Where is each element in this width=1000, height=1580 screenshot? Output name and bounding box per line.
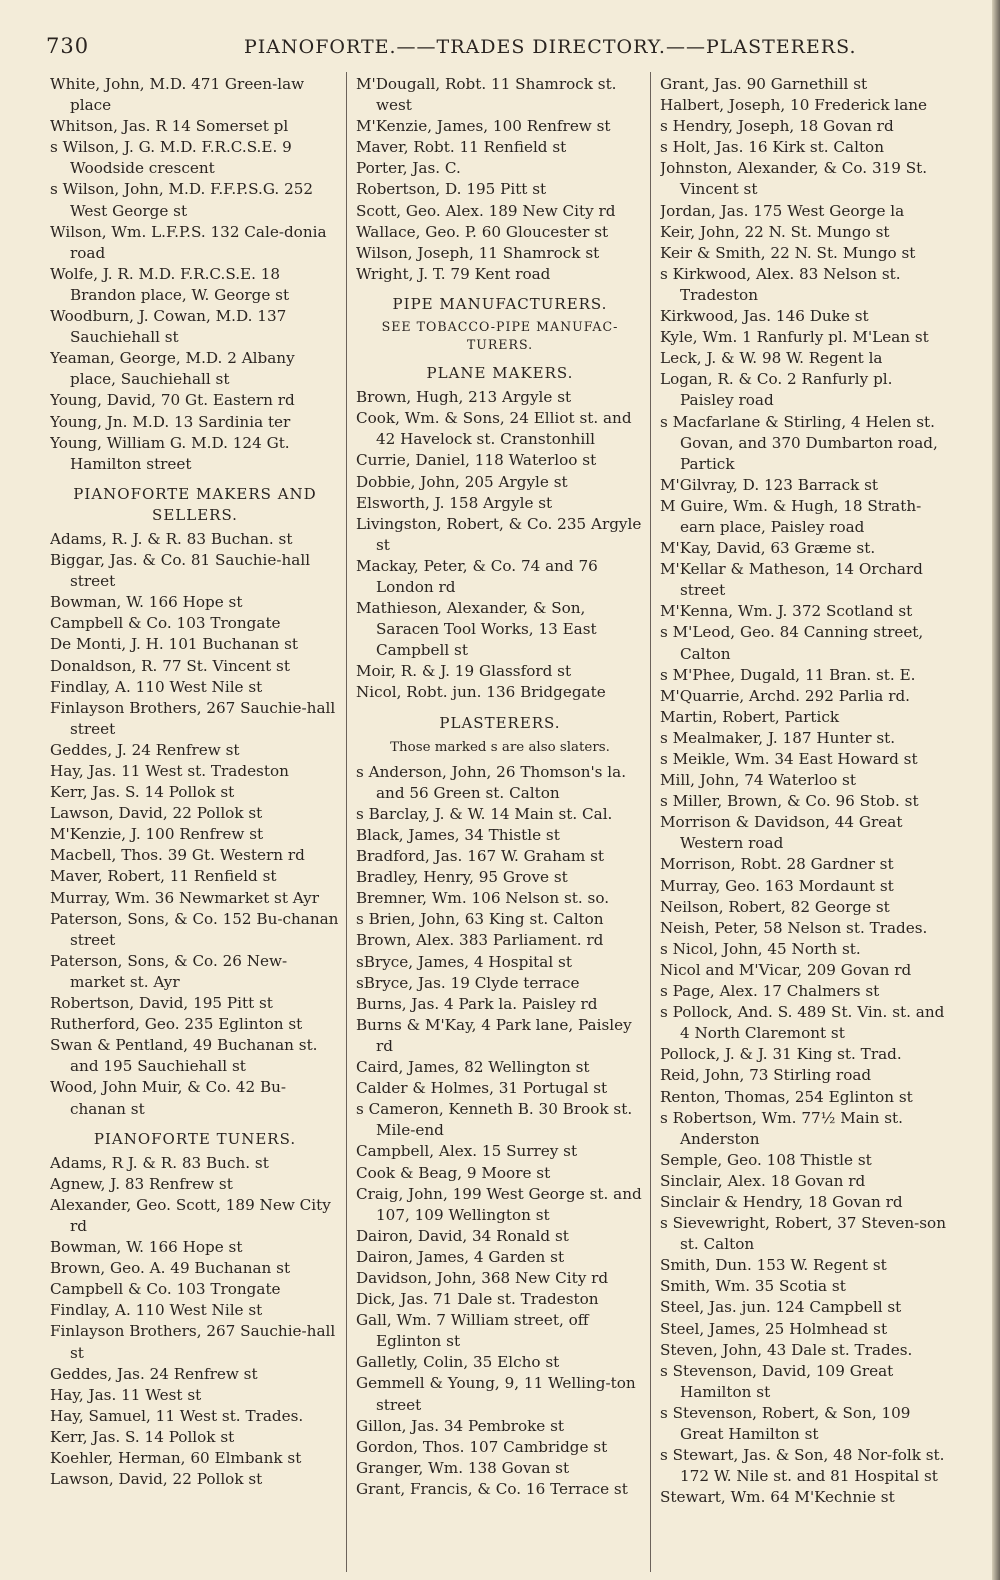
directory-entry: sBryce, Jas. 19 Clyde terrace xyxy=(356,973,580,992)
directory-entry: Adams, R J. & R. 83 Buch. st xyxy=(50,1153,269,1172)
directory-entry: Mill, John, 74 Waterloo st xyxy=(660,771,856,790)
directory-entry: Keir & Smith, 22 N. St. Mungo st xyxy=(660,243,916,262)
directory-entry: s Robertson, Wm. 77½ Main st. Anderston xyxy=(660,1108,903,1148)
directory-entry: s Stevenson, Robert, & Son, 109 Great Hamilton st xyxy=(660,1403,911,1443)
directory-entry: M'Gilvray, D. 123 Barrack st xyxy=(660,475,879,494)
directory-entry: Smith, Wm. 35 Scotia st xyxy=(660,1277,846,1296)
directory-entry: M'Kenzie, James, 100 Renfrew st xyxy=(356,117,611,136)
cross-reference: SEE TOBACCO-PIPE MANUFAC-TURERS. xyxy=(381,319,619,353)
directory-entry: Black, James, 34 Thistle st xyxy=(356,826,560,844)
directory-entry: Brown, Hugh, 213 Argyle st xyxy=(356,388,572,407)
section-heading: PIPE MANUFACTURERS. xyxy=(392,294,608,313)
directory-entry: Young, David, 70 Gt. Eastern rd xyxy=(50,391,295,410)
directory-entry: Leck, J. & W. 98 W. Regent la xyxy=(660,349,883,368)
directory-entry: Jordan, Jas. 175 West George la xyxy=(660,201,905,220)
directory-entry: Johnston, Alexander, & Co. 319 St. Vincent st xyxy=(660,159,928,199)
directory-entry: M'Kenna, Wm. J. 372 Scotland st xyxy=(660,602,913,621)
directory-entry: Murray, Geo. 163 Mordaunt st xyxy=(660,876,894,895)
directory-entry: Dairon, James, 4 Garden st xyxy=(356,1247,565,1266)
directory-entry: M'Kay, David, 63 Græme st. xyxy=(660,539,876,558)
directory-entry: Smith, Dun. 153 W. Regent st xyxy=(660,1256,887,1275)
page-number: 730 xyxy=(46,34,90,58)
directory-entry: Currie, Daniel, 118 Waterloo st xyxy=(356,451,597,470)
directory-entry: Kirkwood, Jas. 146 Duke st xyxy=(660,307,869,326)
column-1 xyxy=(50,74,340,1574)
directory-entry: s Miller, Brown, & Co. 96 Stob. st xyxy=(660,792,919,811)
directory-entry: s Stevenson, David, 109 Great Hamilton st xyxy=(660,1361,894,1401)
directory-entry: Logan, R. & Co. 2 Ranfurly pl. Paisley road xyxy=(660,370,893,410)
directory-entry: s Hendry, Joseph, 18 Govan rd xyxy=(660,117,894,136)
directory-entry: M'Quarrie, Archd. 292 Parlia rd. xyxy=(660,686,910,705)
directory-entry: Kyle, Wm. 1 Ranfurly pl. M'Lean st xyxy=(660,328,929,347)
directory-entry: Gemmell & Young, 9, 11 Welling-ton street xyxy=(356,1374,636,1414)
directory-entry: Maver, Robt. 11 Renfield st xyxy=(356,138,567,157)
directory-entry: Campbell & Co. 103 Trongate xyxy=(50,614,281,633)
directory-entry: s Stewart, Jas. & Son, 48 Nor-folk st. 172 W. Nile st. and 81 Hospital st xyxy=(660,1446,945,1486)
column-divider xyxy=(650,72,651,1572)
directory-entry: s Meikle, Wm. 34 East Howard st xyxy=(660,750,918,768)
directory-entry: Steel, Jas. jun. 124 Campbell st xyxy=(660,1298,902,1317)
directory-entry: s M'Leod, Geo. 84 Canning street, Calton xyxy=(660,623,924,663)
directory-entry: s M'Phee, Dugald, 11 Bran. st. E. xyxy=(660,665,916,684)
directory-entry: Alexander, Geo. Scott, 189 New City rd xyxy=(50,1195,331,1235)
directory-entry: Dairon, David, 34 Ronald st xyxy=(356,1226,569,1245)
directory-entry: Campbell & Co. 103 Trongate xyxy=(50,1280,281,1299)
directory-entry: Young, Jn. M.D. 13 Sardinia ter xyxy=(50,412,291,431)
directory-entry: Lawson, David, 22 Pollok st xyxy=(50,804,263,823)
directory-entry: M'Kenzie, J. 100 Renfrew st xyxy=(50,825,264,844)
directory-entry: Cook, Wm. & Sons, 24 Elliot st. and 42 Havelock st. Cranstonhill xyxy=(356,409,632,449)
directory-entry: Nicol and M'Vicar, 209 Govan rd xyxy=(660,960,912,979)
page-edge xyxy=(992,0,1000,1580)
directory-entry: Young, William G. M.D. 124 Gt. Hamilton street xyxy=(50,433,290,473)
directory-entry: Murray, Wm. 36 Newmarket st Ayr xyxy=(50,888,319,907)
directory-entry: M Guire, Wm. & Hugh, 18 Strath-earn place, Paisley road xyxy=(660,496,922,536)
section-heading: PIANOFORTE TUNERS. xyxy=(93,1129,297,1148)
directory-entry: Finlayson Brothers, 267 Sauchie-hall street xyxy=(50,698,336,738)
directory-entry: Halbert, Joseph, 10 Frederick lane xyxy=(660,96,928,115)
directory-entry: s Wilson, John, M.D. F.F.P.S.G. 252 West George st xyxy=(50,180,314,220)
directory-entry: Steven, John, 43 Dale st. Trades. xyxy=(660,1340,913,1359)
directory-entry: s Mealmaker, J. 187 Hunter st. xyxy=(660,728,896,747)
directory-entry: Wilson, Wm. L.F.P.S. 132 Cale-donia road xyxy=(50,222,327,262)
directory-entry: Geddes, J. 24 Renfrew st xyxy=(50,740,240,759)
directory-entry: Renton, Thomas, 254 Eglinton st xyxy=(660,1087,913,1106)
directory-entry: Findlay, A. 110 West Nile st xyxy=(50,677,263,696)
directory-entry: s Pollock, And. S. 489 St. Vin. st. and 4 North Claremont st xyxy=(660,1003,945,1043)
page-header xyxy=(42,30,962,64)
directory-entry: Biggar, Jas. & Co. 81 Sauchie-hall street xyxy=(50,551,311,591)
directory-entry: Mathieson, Alexander, & Son, Saracen Tool Works, 13 East Campbell st xyxy=(356,599,597,660)
directory-entry: s Barclay, J. & W. 14 Main st. Cal. xyxy=(356,804,613,823)
directory-entry: Craig, John, 199 West George st. and 107, 109 Wellington st xyxy=(356,1184,642,1224)
directory-entry: Whitson, Jas. R 14 Somerset pl xyxy=(50,117,289,136)
directory-entry: Burns, Jas. 4 Park la. Paisley rd xyxy=(356,994,598,1013)
directory-entry: Reid, John, 73 Stirling road xyxy=(660,1066,872,1085)
directory-entry: Granger, Wm. 138 Govan st xyxy=(356,1458,570,1477)
directory-entry: Cook & Beag, 9 Moore st xyxy=(356,1163,551,1182)
directory-entry: Brown, Alex. 383 Parliament. rd xyxy=(356,931,604,950)
section-heading: PLASTERERS. xyxy=(439,713,561,732)
directory-entry: Geddes, Jas. 24 Renfrew st xyxy=(50,1364,258,1383)
directory-entry: Bremner, Wm. 106 Nelson st. so. xyxy=(356,889,610,908)
directory-entry: Paterson, Sons, & Co. 26 New-market st. Ayr xyxy=(50,951,288,991)
directory-entry: s Anderson, John, 26 Thomson's la. and 56 Green st. Calton xyxy=(356,762,627,802)
directory-entry: Burns & M'Kay, 4 Park lane, Paisley rd xyxy=(356,1015,632,1055)
section-heading: PIANOFORTE MAKERS AND SELLERS. xyxy=(73,484,317,524)
directory-entry: Nicol, Robt. jun. 136 Bridgegate xyxy=(356,683,606,702)
directory-entry: Steel, James, 25 Holmhead st xyxy=(660,1319,888,1338)
directory-entry: Paterson, Sons, & Co. 152 Bu-chanan street xyxy=(50,909,339,949)
directory-entry: s Wilson, J. G. M.D. F.R.C.S.E. 9 Woodside crescent xyxy=(50,138,292,178)
directory-entry: White, John, M.D. 471 Green-law place xyxy=(50,75,305,115)
section-heading: PLANE MAKERS. xyxy=(426,364,574,383)
directory-entry: Kerr, Jas. S. 14 Pollok st xyxy=(50,783,235,802)
directory-entry: Hay, Jas. 11 West st. Tradeston xyxy=(50,762,289,780)
directory-entry: Yeaman, George, M.D. 2 Albany place, Sauchiehall st xyxy=(50,349,295,389)
directory-entry: Elsworth, J. 158 Argyle st xyxy=(356,493,553,512)
directory-entry: Gillon, Jas. 34 Pembroke st xyxy=(356,1416,564,1435)
directory-entry: Wood, John Muir, & Co. 42 Bu-chanan st xyxy=(50,1078,287,1118)
directory-entry: Galletly, Colin, 35 Elcho st xyxy=(356,1353,560,1372)
directory-entry: Lawson, David, 22 Pollok st xyxy=(50,1470,263,1489)
directory-entry: Davidson, John, 368 New City rd xyxy=(356,1268,609,1287)
directory-entry: De Monti, J. H. 101 Buchanan st xyxy=(50,635,298,654)
directory-entry: Campbell, Alex. 15 Surrey st xyxy=(356,1142,578,1161)
directory-entry: Porter, Jas. C. xyxy=(356,159,461,178)
directory-entry: Wallace, Geo. P. 60 Gloucester st xyxy=(356,222,609,241)
directory-entry: Finlayson Brothers, 267 Sauchie-hall st xyxy=(50,1322,336,1362)
directory-entry: Bowman, W. 166 Hope st xyxy=(50,593,243,612)
directory-entry: Hay, Jas. 11 West st xyxy=(50,1385,202,1404)
directory-entry: Agnew, J. 83 Renfrew st xyxy=(50,1174,233,1193)
directory-entry: Gall, Wm. 7 William street, off Eglinton st xyxy=(356,1311,589,1351)
directory-entry: Moir, R. & J. 19 Glassford st xyxy=(356,662,572,681)
directory-entry: Hay, Samuel, 11 West st. Trades. xyxy=(50,1406,304,1425)
directory-entry: Calder & Holmes, 31 Portugal st xyxy=(356,1079,608,1098)
running-title: PIANOFORTE.——TRADES DIRECTORY.——PLASTERERS. xyxy=(244,36,857,58)
directory-entry: Caird, James, 82 Wellington st xyxy=(356,1058,590,1077)
directory-entry: Mackay, Peter, & Co. 74 and 76 London rd xyxy=(356,556,598,596)
directory-entry: Woodburn, J. Cowan, M.D. 137 Sauchiehall st xyxy=(50,307,287,347)
directory-entry: Sinclair, Alex. 18 Govan rd xyxy=(660,1171,866,1190)
directory-entry: Macbell, Thos. 39 Gt. Western rd xyxy=(50,846,305,865)
directory-entry: sBryce, James, 4 Hospital st xyxy=(356,952,572,971)
directory-entry: Koehler, Herman, 60 Elmbank st xyxy=(50,1449,302,1467)
directory-entry: Grant, Jas. 90 Garnethill st xyxy=(660,75,868,93)
directory-entry: Bowman, W. 166 Hope st xyxy=(50,1238,243,1257)
directory-entry: Swan & Pentland, 49 Buchanan st. and 195 Sauchiehall st xyxy=(50,1036,318,1076)
directory-entry: s Sievewright, Robert, 37 Steven-son st. Calton xyxy=(660,1214,946,1254)
directory-entry: Neilson, Robert, 82 George st xyxy=(660,897,890,916)
directory-entry: Robertson, D. 195 Pitt st xyxy=(356,180,547,199)
directory-entry: Dick, Jas. 71 Dale st. Tradeston xyxy=(356,1290,599,1309)
directory-entry: Neish, Peter, 58 Nelson st. Trades. xyxy=(660,918,928,937)
directory-entry: Livingston, Robert, & Co. 235 Argyle st xyxy=(356,514,642,554)
directory-entry: s Cameron, Kenneth B. 30 Brook st. Mile-end xyxy=(356,1100,633,1140)
directory-entry: s Brien, John, 63 King st. Calton xyxy=(356,910,604,929)
directory-entry: Wolfe, J. R. M.D. F.R.C.S.E. 18 Brandon place, W. George st xyxy=(50,264,290,304)
section-note: Those marked s are also slaters. xyxy=(390,739,610,755)
directory-entry: s Page, Alex. 17 Chalmers st xyxy=(660,982,880,1001)
directory-entry: Martin, Robert, Partick xyxy=(660,707,840,726)
directory-entry: Dobbie, John, 205 Argyle st xyxy=(356,472,568,491)
directory-entry: Morrison & Davidson, 44 Great Western road xyxy=(660,813,903,853)
directory-entry: Bradley, Henry, 95 Grove st xyxy=(356,868,568,887)
directory-entry: Scott, Geo. Alex. 189 New City rd xyxy=(356,201,616,220)
directory-entry: Sinclair & Hendry, 18 Govan rd xyxy=(660,1192,903,1211)
directory-entry: Brown, Geo. A. 49 Buchanan st xyxy=(50,1259,291,1278)
directory-entry: Morrison, Robt. 28 Gardner st xyxy=(660,855,894,874)
directory-entry: Gordon, Thos. 107 Cambridge st xyxy=(356,1437,608,1456)
column-2 xyxy=(356,74,644,1574)
directory-entry: Keir, John, 22 N. St. Mungo st xyxy=(660,222,890,241)
directory-entry: Kerr, Jas. S. 14 Pollok st xyxy=(50,1427,235,1446)
directory-entry: s Kirkwood, Alex. 83 Nelson st. Tradeston xyxy=(660,264,901,304)
directory-entry: Rutherford, Geo. 235 Eglinton st xyxy=(50,1015,303,1034)
directory-entry: Stewart, Wm. 64 M'Kechnie st xyxy=(660,1488,895,1507)
directory-entry: Semple, Geo. 108 Thistle st xyxy=(660,1150,872,1169)
directory-entry: Wright, J. T. 79 Kent road xyxy=(356,264,551,283)
directory-entry: Maver, Robert, 11 Renfield st xyxy=(50,867,277,886)
directory-entry: s Macfarlane & Stirling, 4 Helen st. Govan, and 370 Dumbarton road, Partick xyxy=(660,412,938,473)
directory-entry: Pollock, J. & J. 31 King st. Trad. xyxy=(660,1045,902,1064)
directory-entry: M'Kellar & Matheson, 14 Orchard street xyxy=(660,560,923,600)
directory-entry: s Holt, Jas. 16 Kirk st. Calton xyxy=(660,138,884,157)
column-divider xyxy=(346,72,347,1572)
directory-entry: Donaldson, R. 77 St. Vincent st xyxy=(50,656,290,675)
directory-entry: Bradford, Jas. 167 W. Graham st xyxy=(356,847,605,866)
directory-entry: Findlay, A. 110 West Nile st xyxy=(50,1301,263,1320)
directory-entry: s Nicol, John, 45 North st. xyxy=(660,939,861,958)
directory-entry: M'Dougall, Robt. 11 Shamrock st. west xyxy=(356,75,617,115)
column-3 xyxy=(660,74,948,1574)
directory-entry: Wilson, Joseph, 11 Shamrock st xyxy=(356,243,600,262)
directory-entry: Grant, Francis, & Co. 16 Terrace st xyxy=(356,1479,628,1498)
directory-entry: Robertson, David, 195 Pitt st xyxy=(50,994,273,1013)
directory-entry: Adams, R. J. & R. 83 Buchan. st xyxy=(50,529,293,548)
